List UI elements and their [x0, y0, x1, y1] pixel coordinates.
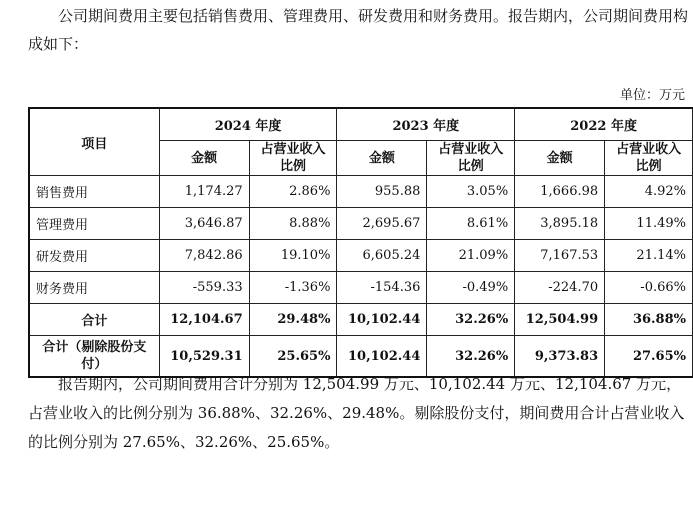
amount-cell: 3,895.18: [515, 208, 605, 240]
table-row: [29, 208, 693, 240]
amount-cell: 9,373.83: [515, 336, 605, 378]
year-header-row: [29, 108, 693, 141]
amount-cell: 1,666.98: [515, 176, 605, 208]
ratio-cell: 32.26%: [427, 336, 515, 378]
ratio-cell: 11.49%: [605, 208, 693, 240]
expense-table: [28, 107, 693, 378]
ratio-cell: 8.61%: [427, 208, 515, 240]
ratio-cell: 29.48%: [249, 304, 337, 336]
amount-cell: 7,167.53: [515, 240, 605, 272]
ratio-cell: 25.65%: [249, 336, 337, 378]
table-row: [29, 272, 693, 304]
ratio-header: 占营业收入比例: [249, 141, 337, 176]
row-label: 合计（剔除股份支付）: [29, 336, 159, 378]
amount-cell: 10,102.44: [337, 336, 427, 378]
row-label: 研发费用: [29, 240, 159, 272]
amount-cell: -559.33: [159, 272, 249, 304]
row-label: 管理费用: [29, 208, 159, 240]
intro-paragraph: 公司期间费用主要包括销售费用、管理费用、研发费用和财务费用。报告期内，公司期间费用构成如下：: [28, 7, 689, 53]
ratio-cell: 19.10%: [249, 240, 337, 272]
amount-header: 金额: [337, 141, 427, 176]
amount-cell: 1,174.27: [159, 176, 249, 208]
table-row: [29, 176, 693, 208]
year-header-2024: 2024 年度: [159, 108, 337, 141]
amount-header: 金额: [159, 141, 249, 176]
table-row: [29, 240, 693, 272]
ratio-cell: 21.14%: [605, 240, 693, 272]
item-header: 项目: [29, 108, 159, 176]
ratio-cell: 8.88%: [249, 208, 337, 240]
table-row: [29, 304, 693, 336]
amount-cell: 12,104.67: [159, 304, 249, 336]
amount-cell: 10,529.31: [159, 336, 249, 378]
ratio-header: 占营业收入比例: [605, 141, 693, 176]
amount-cell: 2,695.67: [337, 208, 427, 240]
ratio-cell: -1.36%: [249, 272, 337, 304]
ratio-cell: 21.09%: [427, 240, 515, 272]
row-label: 销售费用: [29, 176, 159, 208]
amount-cell: 10,102.44: [337, 304, 427, 336]
ratio-cell: -0.66%: [605, 272, 693, 304]
amount-header: 金额: [515, 141, 605, 176]
row-label: 合计: [29, 304, 159, 336]
amount-cell: -154.36: [337, 272, 427, 304]
amount-cell: 3,646.87: [159, 208, 249, 240]
ratio-cell: 36.88%: [605, 304, 693, 336]
ratio-cell: 2.86%: [249, 176, 337, 208]
summary-paragraph: 报告期内，公司期间费用合计分别为 12,504.99 万元、10,102.44 万元、12,104.67 万元，占营业收入的比例分别为 36.88%、32.26%、29.48%。剔除股份支付，期间费用合计占营业收入的比例分别为 27.65%、32.26%、25.65%。: [28, 375, 685, 451]
year-header-2023: 2023 年度: [337, 108, 515, 141]
row-label: 财务费用: [29, 272, 159, 304]
ratio-cell: 3.05%: [427, 176, 515, 208]
amount-cell: 12,504.99: [515, 304, 605, 336]
ratio-header: 占营业收入比例: [427, 141, 515, 176]
year-header-2022: 2022 年度: [515, 108, 693, 141]
unit-label: 单位：万元: [619, 88, 685, 103]
ratio-cell: 27.65%: [605, 336, 693, 378]
ratio-cell: -0.49%: [427, 272, 515, 304]
amount-cell: -224.70: [515, 272, 605, 304]
amount-cell: 7,842.86: [159, 240, 249, 272]
ratio-cell: 4.92%: [605, 176, 693, 208]
amount-cell: 6,605.24: [337, 240, 427, 272]
amount-cell: 955.88: [337, 176, 427, 208]
ratio-cell: 32.26%: [427, 304, 515, 336]
